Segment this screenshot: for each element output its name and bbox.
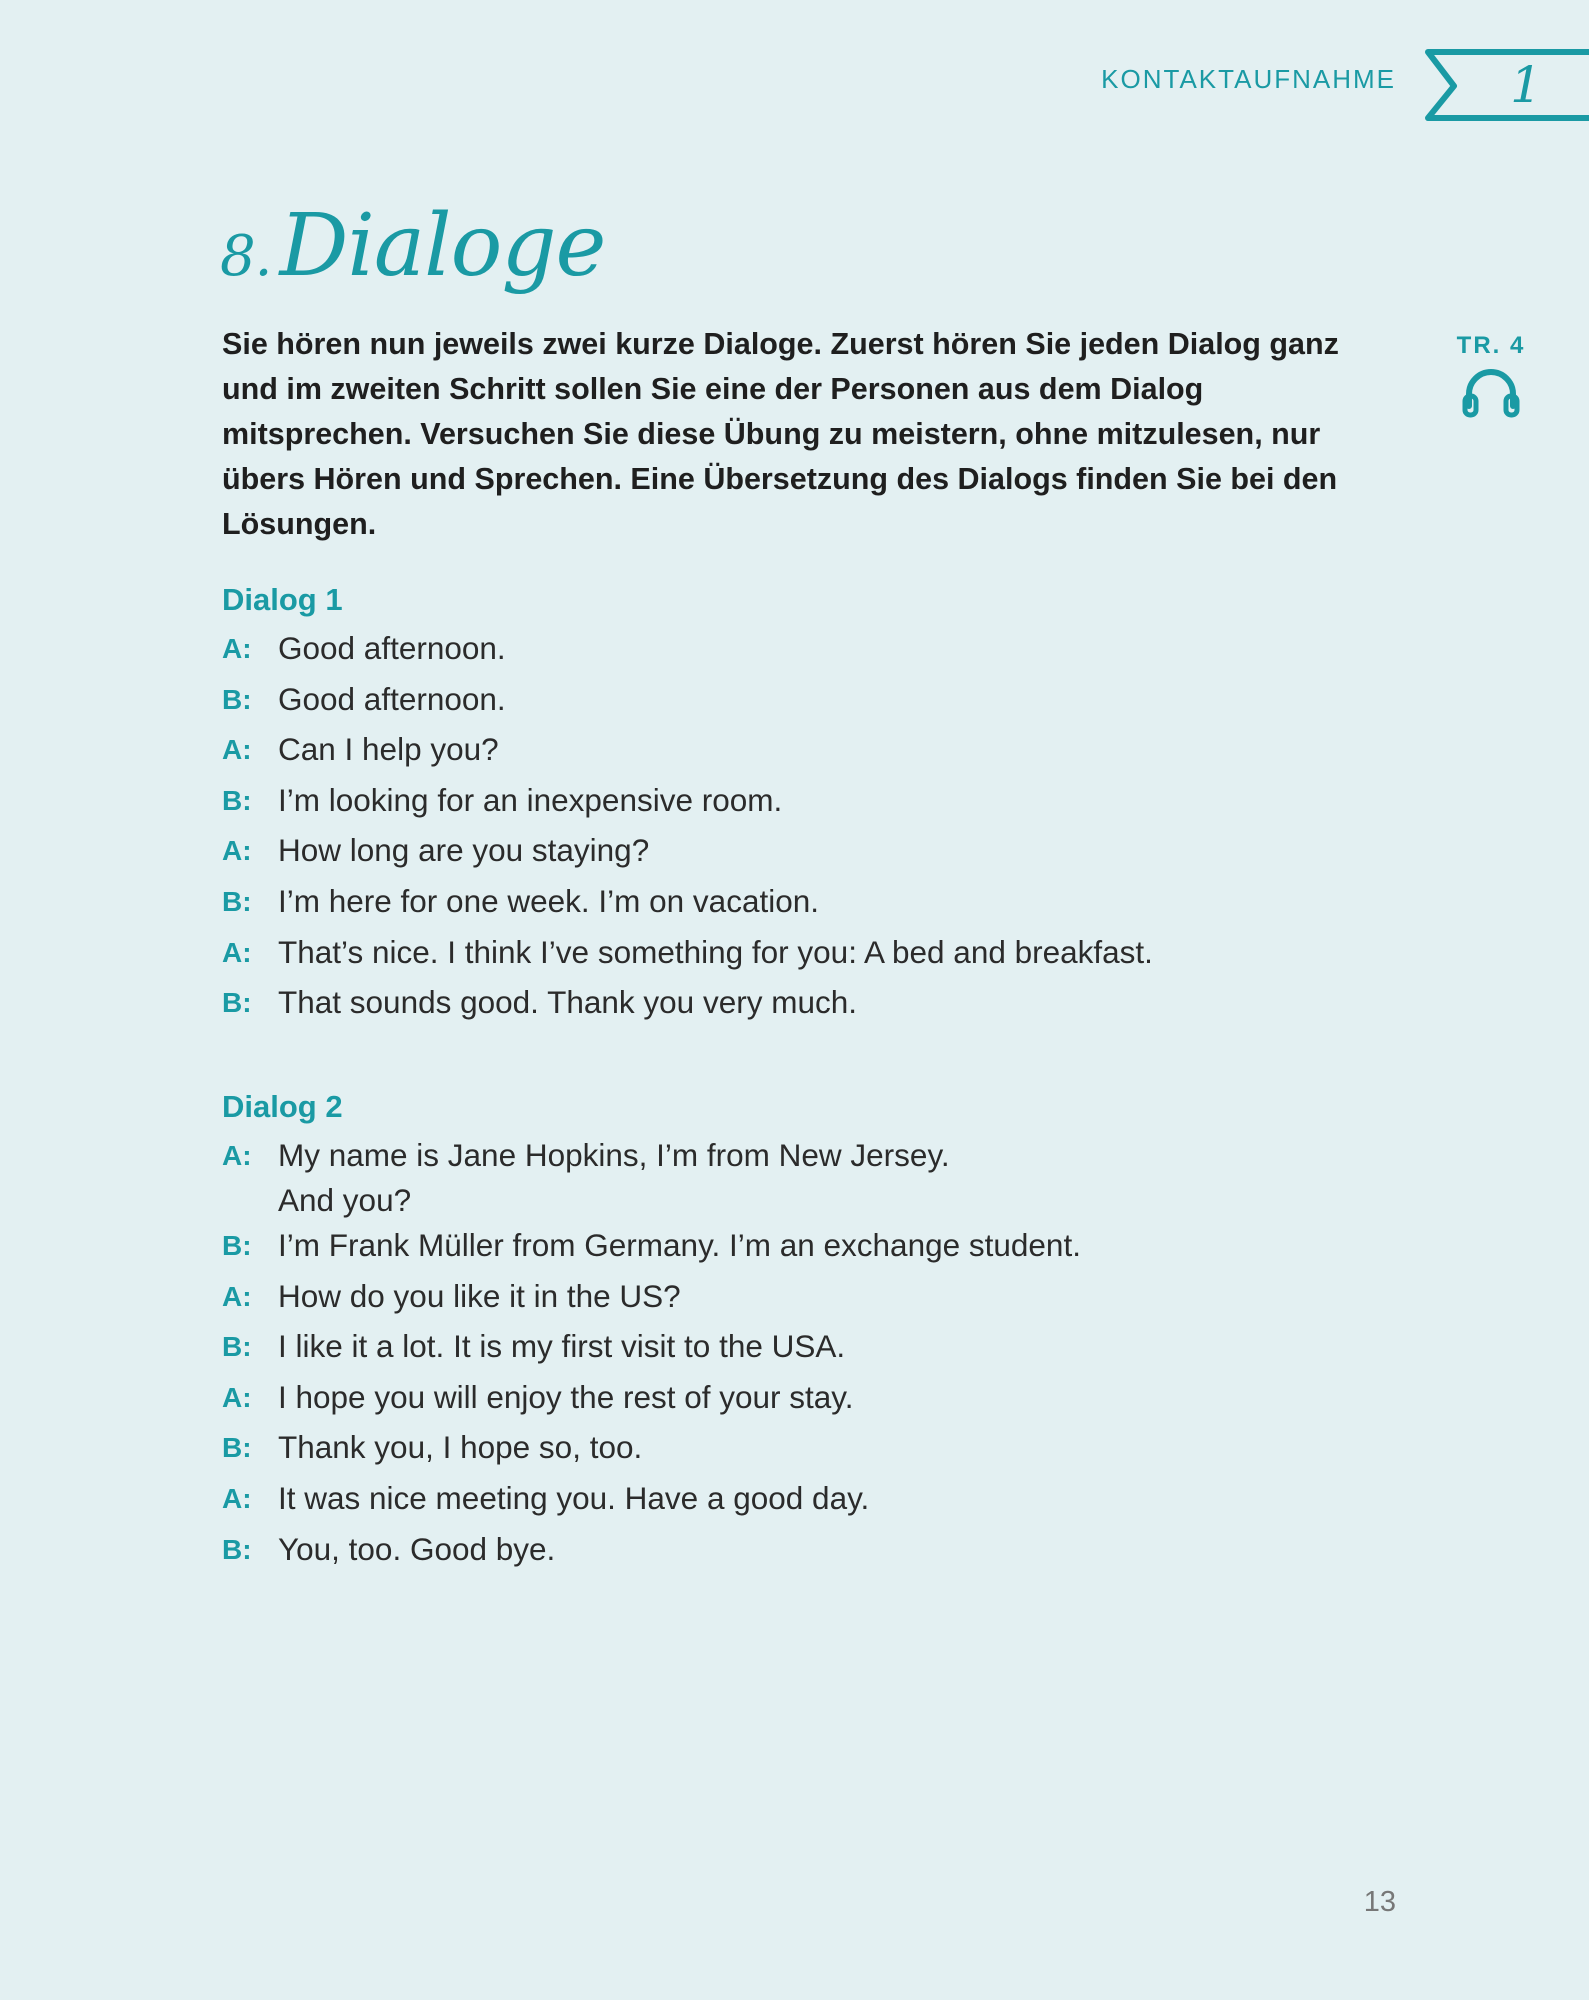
- dialog-text: I’m Frank Müller from Germany. I’m an exchange student.: [278, 1227, 1081, 1263]
- speaker-label: B:: [222, 683, 252, 715]
- dialog-line: [222, 727, 1372, 778]
- dialog-line: [222, 930, 1372, 981]
- speaker-label: A:: [222, 1280, 252, 1312]
- dialog-heading: Dialog 2: [222, 1089, 343, 1124]
- dialog-line: [222, 1223, 1372, 1274]
- speaker-label: A:: [222, 633, 252, 664]
- dialog-text: You, too. Good bye.: [278, 1530, 556, 1567]
- track-label: TR. 4: [1456, 332, 1526, 359]
- dialog-1: [222, 580, 1372, 1031]
- speaker-label: A:: [222, 734, 252, 766]
- dialog-text: Thank you, I hope so, too.: [278, 1429, 643, 1466]
- dialog-text: Can I help you?: [278, 731, 499, 768]
- dialog-text: How long are you staying?: [278, 832, 650, 869]
- dialog-text: That’s nice. I think I’ve something for you: A bed and breakfast.: [278, 933, 1153, 970]
- dialog-text: I like it a lot. It is my first visit to the USA.: [278, 1328, 846, 1365]
- dialog-2: [222, 1087, 1372, 1577]
- dialog-line: [222, 1133, 1372, 1223]
- dialog-line: [222, 626, 1372, 677]
- dialog-text: My name is Jane Hopkins, I’m from New Jersey. And you?: [278, 1137, 950, 1218]
- speaker-label: A:: [222, 1482, 252, 1514]
- dialog-line: [222, 1476, 1372, 1527]
- dialog-text: I hope you will enjoy the rest of your stay.: [278, 1378, 854, 1415]
- speaker-label: A:: [222, 1381, 252, 1413]
- speaker-label: B:: [222, 784, 252, 816]
- dialog-text: Good afternoon.: [278, 630, 506, 666]
- speaker-label: A:: [222, 835, 252, 867]
- dialog-text: Good afternoon.: [278, 680, 506, 717]
- speaker-label: A:: [222, 936, 252, 968]
- section-number: 8.: [220, 224, 272, 289]
- dialog-text: It was nice meeting you. Have a good day.: [278, 1479, 870, 1516]
- audio-track-marker: [1448, 332, 1534, 418]
- dialog-line: [222, 1324, 1372, 1375]
- dialog-heading: Dialog 1: [222, 582, 343, 617]
- speaker-label: B:: [222, 1533, 252, 1565]
- section-title: Dialoge: [279, 196, 606, 296]
- dialog-line: [222, 778, 1372, 829]
- dialog-line: [222, 1425, 1372, 1476]
- speaker-label: B:: [222, 1230, 252, 1261]
- speaker-label: B:: [222, 987, 252, 1019]
- dialog-line: [222, 879, 1372, 930]
- dialog-text: How do you like it in the US?: [278, 1277, 681, 1314]
- intro-paragraph: Sie hören nun jeweils zwei kurze Dialoge. Zuerst hören Sie jeden Dialog ganz und im zweiten Schritt sollen Sie eine der Personen aus dem Dialog mitsprechen. Versuchen Sie diese Übung zu meistern, ohne mitzulesen, nur übers Hören und Sprechen. Eine Übersetzung des Dialogs finden Sie bei den Lösungen.: [222, 327, 1339, 541]
- dialog-text: I’m here for one week. I’m on vacation.: [278, 882, 820, 919]
- dialog-line: [222, 677, 1372, 728]
- dialog-line: [222, 1527, 1372, 1578]
- dialog-line: [222, 828, 1372, 879]
- headphones-icon: [1462, 366, 1520, 418]
- dialog-text: That sounds good. Thank you very much.: [278, 984, 857, 1021]
- chapter-label: KONTAKTAUFNAHME: [1101, 64, 1396, 94]
- dialog-line: [222, 980, 1372, 1031]
- dialog-line: [222, 1274, 1372, 1325]
- dialog-text: I’m looking for an inexpensive room.: [278, 781, 783, 818]
- speaker-label: B:: [222, 1432, 252, 1464]
- dialog-line: [222, 1375, 1372, 1426]
- page-number: 13: [1363, 1886, 1396, 1918]
- speaker-label: A:: [222, 1140, 252, 1171]
- chapter-number: 1: [1510, 56, 1542, 114]
- page-title: [220, 196, 605, 296]
- speaker-label: B:: [222, 1331, 252, 1363]
- speaker-label: B:: [222, 885, 252, 917]
